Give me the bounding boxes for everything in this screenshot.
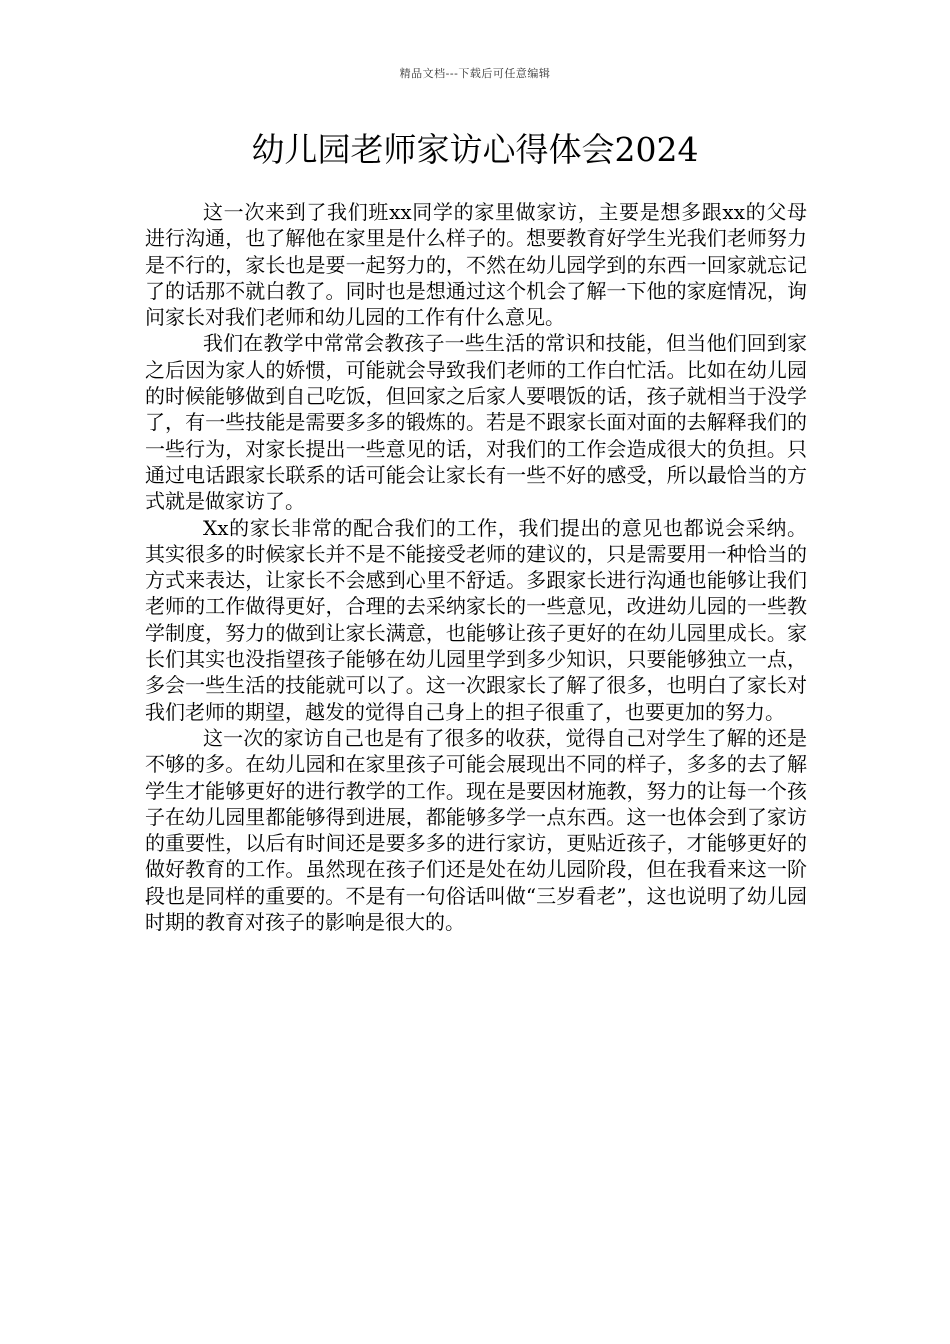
document-title: 幼儿园老师家访心得体会2024: [251, 130, 699, 169]
paragraph: 我们在教学中常常会教孩子一些生活的常识和技能，但当他们回到家之后因为家人的娇惯，可能就会导致我们老师的工作白忙活。比如在幼儿园的时候能够做到自己吃饭，但回家之后家人要喂饭的话，孩子就相当于没学了，有一些技能是需要多多的锻炼的。若是不跟家长面对面的去解释我们的一些行为，对家长提出一些意见的话，对我们的工作会造成很大的负担。只通过电话跟家长联系的话可能会让家长有一些不好的感受，所以最恰当的方式就是做家访了。: [145, 331, 807, 514]
paragraph: 这一次来到了我们班xx同学的家里做家访，主要是想多跟xx的父母进行沟通，也了解他在家里是什么样子的。想要教育好学生光我们老师努力是不行的，家长也是要一起努力的，不然在幼儿园学到的东西一回家就忘记了的话那不就白教了。同时也是想通过这个机会了解一下他的家庭情况，询问家长对我们老师和幼儿园的工作有什么意见。: [145, 200, 807, 330]
paragraph: 这一次的家访自己也是有了很多的收获，觉得自己对学生了解的还是不够的多。在幼儿园和在家里孩子可能会展现出不同的样子，多多的去了解学生才能够更好的进行教学的工作。现在是要因材施教，努力的让每一个孩子在幼儿园里都能够得到进展，都能够多学一点东西。这一也体会到了家访的重要性，以后有时间还是要多多的进行家访，更贴近孩子，才能够更好的做好教育的工作。虽然现在孩子们还是处在幼儿园阶段，但在我看来这一阶段也是同样的重要的。不是有一句俗话叫做“三岁看老”，这也说明了幼儿园时期的教育对孩子的影响是很大的。: [145, 725, 807, 935]
document-body: [145, 199, 807, 935]
header-note: 精品文档---下载后可任意编辑: [399, 67, 551, 80]
paragraph: Xx的家长非常的配合我们的工作，我们提出的意见也都说会采纳。其实很多的时候家长并不是不能接受老师的建议的，只是需要用一种恰当的方式来表达，让家长不会感到心里不舒适。多跟家长进行沟通也能够让我们老师的工作做得更好，合理的去采纳家长的一些意见，改进幼儿园的一些教学制度，努力的做到让家长满意，也能够让孩子更好的在幼儿园里成长。家长们其实也没指望孩子能够在幼儿园里学到多少知识，只要能够独立一点，多会一些生活的技能就可以了。这一次跟家长了解了很多，也明白了家长对我们老师的期望，越发的觉得自己身上的担子很重了，也要更加的努力。: [145, 515, 807, 724]
